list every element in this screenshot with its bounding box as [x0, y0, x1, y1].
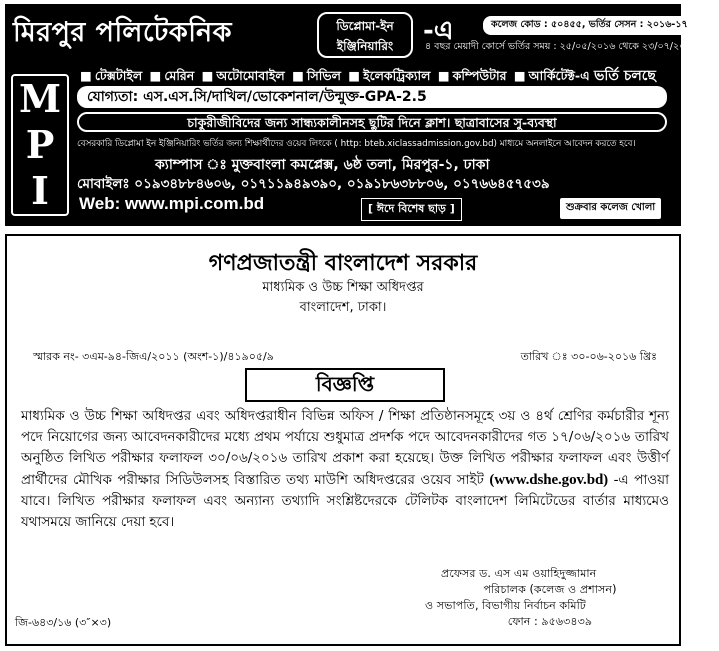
mobile-numbers: মোবাইলঃ ০১৯৩৪৮৮৪৬০৬, ০১৭১১৯৪৯৩৯০, ০১৯১৮৬৩৮৮০৬, ০১৭৬৬৪৫৭৫৩৯: [77, 176, 550, 192]
notice-body: [21, 406, 669, 533]
duration-info: ৪ বছর মেয়াদী কোর্সে ভর্তির সময় : ২৫/০৫/২০১৬ থেকে ২৩/০৭/২০১৬ পর্যন্ত: [425, 41, 719, 52]
signatory-committee: ও সভাপতি, বিভাগীয় নির্বাচন কমিটি: [425, 599, 586, 612]
diploma-badge: [317, 12, 413, 58]
mpi-letter-m: M: [18, 76, 62, 121]
bullet-icon: ■: [437, 68, 450, 83]
signatory-block: [425, 566, 675, 630]
department-item: আর্কিটেক্ট-এ: [528, 68, 590, 83]
department-item: ইলেকট্রিক্যাল: [363, 68, 431, 83]
eid-discount-badge: [ ঈদে বিশেষ ছাড় ]: [361, 198, 462, 221]
mpi-logo: [11, 74, 69, 216]
notice-heading: বিজ্ঞপ্তি: [245, 368, 445, 402]
online-application-note: বেসরকারি ডিপ্লোমা ইন ইঞ্জিনিয়ারিং ভর্তির জন্য শিক্ষার্থীদের ওয়েব লিংকে ( http: bteb.xiclassadmission.gov.bd) মাধ্যমে অনলাইনে আবেদন করতে হবে।: [77, 139, 636, 149]
signatory-name: প্রফেসর ড. এস এম ওয়াহিদুজ্জামান: [441, 567, 597, 580]
government-title: গণপ্রজাতন্ত্রী বাংলাদেশ সরকার: [208, 251, 478, 276]
friday-open-badge: শুক্রবার কলেজ খোলা: [560, 198, 661, 219]
body-text-part2: -এ পাওয়া যাবে। লিখিত পরীক্ষার ফলাফল এবং অন্যান্য তথ্যাদি সংশ্লিষ্টদেরকে টেলিটক বাংলাদেশ লিমিটেডের বার্তার মাধ্যমেও যথাসময়ে জানিয়ে দেয়া হবে।: [21, 471, 669, 531]
mpi-letter-p: P: [25, 122, 55, 167]
requirement-banner: যোগ্যতা: এস.এস.সি/দাখিল/ভোকেশনাল/উন্মুক্ত-GPA-2.5: [77, 86, 667, 108]
memo-number: স্মারক নং- ৩এম-৯৪-জিএ/২০১১ (অংশ-১)/৪১৯০৫/৯: [33, 350, 274, 363]
department-item: সিভিল: [306, 68, 341, 83]
departments-list: [77, 64, 656, 88]
title-suffix: -এ: [423, 16, 454, 46]
department-name: মাধ্যমিক ও উচ্চ শিক্ষা অধিদপ্তর: [262, 280, 424, 295]
dshe-website-link: (www.dshe.gov.bd): [489, 471, 609, 488]
department-item: অটোমোবাইল: [216, 68, 285, 83]
bullet-icon: ■: [348, 68, 361, 83]
department-location: বাংলাদেশ, ঢাকা।: [299, 300, 387, 315]
bullet-icon: ■: [149, 68, 162, 83]
diploma-line1: ডিপ্লোমা-ইন: [336, 19, 394, 33]
reference-code: জি-৬৪৩/১৬ (৩″×৩): [15, 616, 112, 629]
notice-date: তারিখ ঃ ৩০-০৬-২০১৬ খ্রিঃ: [520, 350, 657, 363]
signatory-title: পরিচালক (কলেজ ও প্রশাসন): [483, 583, 617, 596]
admission-open-text: ভর্তি চলছে: [594, 68, 656, 84]
ad-title: মিরপুর পলিটেকনিক: [13, 17, 232, 48]
college-code-badge: কলেজ কোড : ৫০৪৫৫, ভর্তির সেসন : ২০১৬-১৭: [483, 16, 696, 35]
mpi-advertisement: [5, 4, 719, 226]
bullet-icon: ■: [80, 68, 92, 83]
mpi-letter-i: I: [31, 168, 49, 213]
department-item: কম্পিউটার: [452, 68, 507, 83]
department-item: মেরিন: [164, 68, 195, 83]
body-text-part1: মাধ্যমিক ও উচ্চ শিক্ষা অধিদপ্তর এবং অধিদপ্তরাধীন বিভিন্ন অফিস / শিক্ষা প্রতিষ্ঠানসমূহে ৩য় ও ৪র্থ শ্রেণির কর্মচারীর শূন্য পদে নিয়োগের জন্য আবেদনকারীদের মধ্যে প্রথম পর্যায়ে শুধুমাত্র প্রদর্শক পদে আবেদনকারীদের গত ১৭/০৬/২০১৬ তারিখ অনুষ্ঠিত লিখিত পরীক্ষার ফলাফল ৩০/০৬/২০১৬ তারিখ প্রকাশ করা হয়েছে। উক্ত লিখিত পরীক্ষার ফলাফল এবং উত্তীর্ণ প্রার্থীদের মৌখিক পরীক্ষার সিডিউলসহ বিস্তারিত তথ্য মাউশি অধিদপ্তরের ওয়েব সাইট: [21, 408, 669, 488]
signatory-phone: ফোন : ৯৫৬৩৪৩৯: [507, 615, 593, 628]
government-notice: [5, 234, 681, 646]
website-text: Web: www.mpi.com.bd: [79, 194, 265, 213]
department-item: টেক্সটাইল: [94, 68, 143, 83]
classes-banner: চাকুরীজীবিদের জন্য সান্ধ্যকালীনসহ ছুটির দিনে ক্লাশ। ছাত্রাবাসের সু-ব্যবস্থা: [77, 112, 667, 132]
diploma-line2: ইঞ্জিনিয়ারিং: [336, 39, 394, 53]
bullet-icon: ■: [292, 68, 304, 83]
campus-address: ক্যাম্পাস ঃ মুক্তবাংলা কমপ্লেক্স, ৬ষ্ঠ তলা, মিরপুর-১, ঢাকা: [155, 157, 490, 173]
bullet-icon: ■: [513, 68, 526, 83]
bullet-icon: ■: [201, 68, 214, 83]
